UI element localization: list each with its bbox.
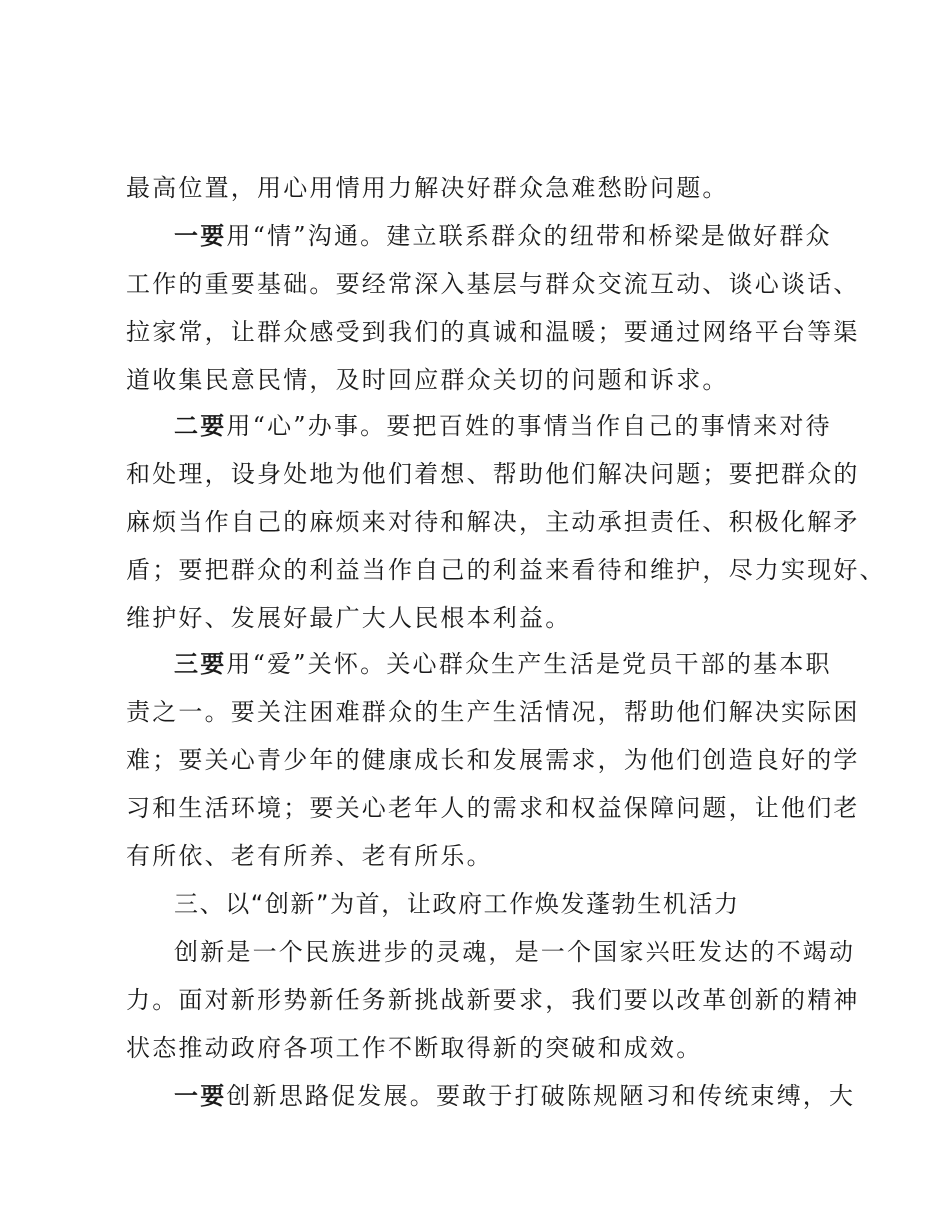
heading-text: 三、以“创新”为首，让政府工作焕发蓬勃生机活力	[174, 890, 740, 918]
paragraph-line	[126, 556, 886, 584]
paragraph-line	[126, 270, 860, 298]
paragraph-line	[126, 746, 860, 774]
line-text: 难；要关心青少年的健康成长和发展需求，为他们创造良好的学	[126, 746, 860, 774]
paragraph-line	[126, 794, 860, 822]
paragraph-line	[126, 460, 860, 488]
paragraph-line	[174, 1082, 855, 1110]
line-text: 维护好、发展好最广大人民根本利益。	[126, 604, 572, 632]
paragraph-line	[126, 986, 860, 1014]
section-heading	[174, 890, 740, 918]
line-text: 最高位置，用心用情用力解决好群众急难愁盼问题。	[126, 174, 729, 202]
line-text: 工作的重要基础。要经常深入基层与群众交流互动、谈心谈话、	[126, 270, 860, 298]
paragraph-line	[126, 842, 493, 870]
paragraph-line	[126, 174, 729, 202]
line-text: 用“情”沟通。建立联系群众的纽带和桥梁是做好群众	[226, 222, 832, 250]
line-text: 麻烦当作自己的麻烦来对待和解决，主动承担责任、积极化解矛	[126, 508, 860, 536]
line-text: 用“心”办事。要把百姓的事情当作自己的事情来对待	[226, 412, 832, 440]
line-text: 习和生活环境；要关心老年人的需求和权益保障问题，让他们老	[126, 794, 860, 822]
lead-term: 二要	[174, 412, 227, 440]
paragraph-line	[174, 650, 832, 678]
line-text: 状态推动政府各项工作不断取得新的突破和成效。	[126, 1034, 703, 1062]
paragraph-line	[174, 222, 832, 250]
line-text: 盾；要把群众的利益当作自己的利益来看待和维护，尽力实现好、	[126, 556, 886, 584]
lead-term: 一要	[174, 1082, 227, 1110]
line-text: 和处理，设身处地为他们着想、帮助他们解决问题；要把群众的	[126, 460, 860, 488]
paragraph-line	[126, 698, 860, 726]
paragraph-line	[174, 412, 832, 440]
line-text: 创新是一个民族进步的灵魂，是一个国家兴旺发达的不竭动	[174, 938, 856, 966]
line-text: 责之一。要关注困难群众的生产生活情况，帮助他们解决实际困	[126, 698, 860, 726]
paragraph-line	[126, 508, 860, 536]
paragraph-line	[126, 604, 571, 632]
line-text: 力。面对新形势新任务新挑战新要求，我们要以改革创新的精神	[126, 986, 860, 1014]
lead-term: 一要	[174, 222, 227, 250]
line-text: 用“爱”关怀。关心群众生产生活是党员干部的基本职	[226, 650, 832, 678]
paragraph-line	[126, 318, 860, 346]
line-text: 拉家常，让群众感受到我们的真诚和温暖；要通过网络平台等渠	[126, 318, 860, 346]
paragraph-line	[174, 938, 855, 966]
line-text: 创新思路促发展。要敢于打破陈规陋习和传统束缚，大	[226, 1082, 856, 1110]
lead-term: 三要	[174, 650, 227, 678]
line-text: 道收集民意民情，及时回应群众关切的问题和诉求。	[126, 366, 729, 394]
paragraph-line	[126, 366, 729, 394]
paragraph-line	[126, 1034, 702, 1062]
line-text: 有所依、老有所养、老有所乐。	[126, 842, 493, 870]
